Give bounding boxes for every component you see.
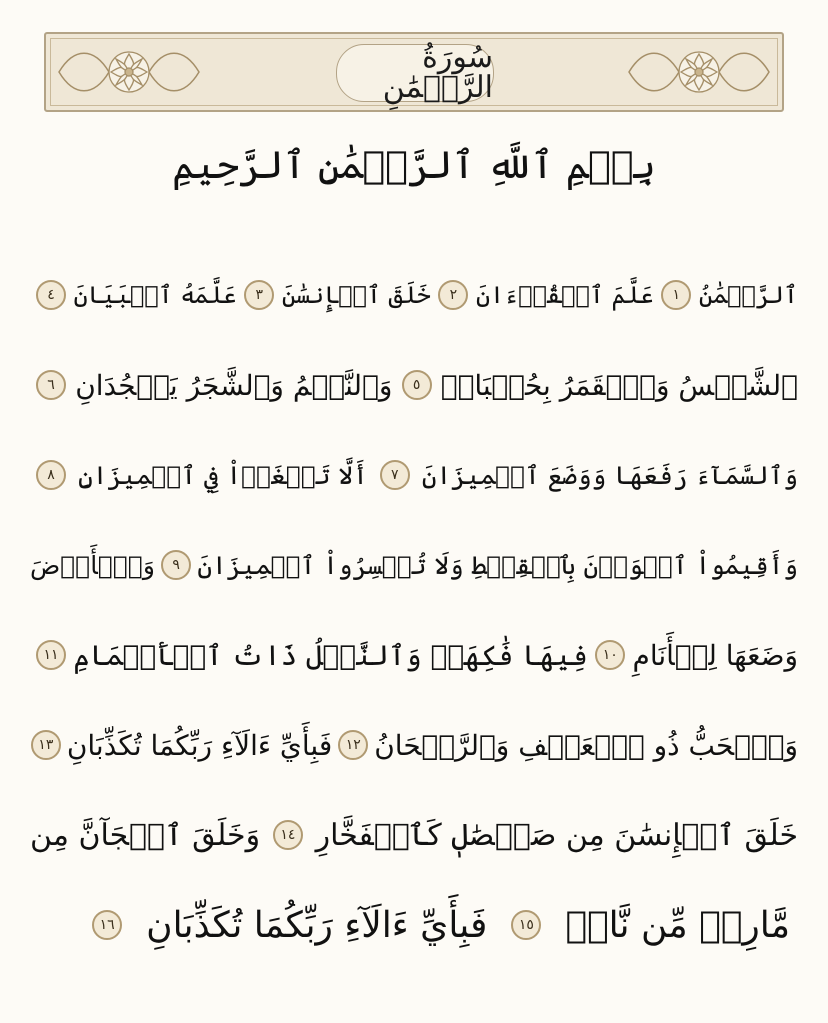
verse-text: وَضَعَهَا لِلۡأَنَامِ xyxy=(632,638,798,672)
verse-line xyxy=(30,260,798,330)
ayah-number-marker: ١٣ xyxy=(31,730,61,760)
verse-text: وَٱلۡأَرۡضَ xyxy=(30,550,155,580)
floral-ornament-icon xyxy=(624,42,774,102)
ayah-number-marker: ٩ xyxy=(161,550,191,580)
surah-title: سُورَةُ الرَّحۡمَٰنِ xyxy=(382,40,493,105)
ayah-number-marker: ١٤ xyxy=(273,820,303,850)
verse-line xyxy=(30,530,798,600)
verse-text: أَلَّا تَطۡغَوۡاْ فِي ٱلۡمِيزَانِ xyxy=(78,460,368,490)
ayah-number-marker: ٧ xyxy=(380,460,410,490)
verse-text: وَأَقِيمُواْ ٱلۡوَزۡنَ بِٱلۡقِسۡطِ وَلَا تُخۡسِرُواْ ٱلۡمِيزَانَ xyxy=(197,550,798,580)
surah-title-cartouche xyxy=(336,40,494,105)
ayah-number-marker: ٢ xyxy=(438,280,468,310)
ayah-number-marker: ٦ xyxy=(36,370,66,400)
ayah-number-marker: ١ xyxy=(661,280,691,310)
ayah-number-marker: ١٦ xyxy=(92,910,122,940)
verse-text: ٱلشَّمۡسُ وَٱلۡقَمَرُ بِحُسۡبَانٖ xyxy=(440,368,798,402)
verse-text: فَبِأَيِّ ءَالَآءِ رَبِّكُمَا تُكَذِّبَانِ xyxy=(66,728,333,762)
verse-text: ٱلرَّحۡمَٰنُ xyxy=(698,281,798,309)
verse-text: عَلَّمَ ٱلۡقُرۡءَانَ xyxy=(475,281,654,309)
verse-line xyxy=(30,710,798,780)
verse-text: وَخَلَقَ ٱلۡجَآنَّ مِن xyxy=(30,817,261,853)
ayah-number-marker: ٤ xyxy=(36,280,66,310)
basmala: بِسۡمِ ٱللَّهِ ٱلرَّحۡمَٰنِ ٱلرَّحِيمِ xyxy=(172,143,656,187)
ayah-number-marker: ٣ xyxy=(244,280,274,310)
floral-ornament-icon xyxy=(54,42,204,102)
surah-header-frame xyxy=(44,32,784,112)
verse-line xyxy=(90,890,790,960)
verse-text: فِيهَا فَٰكِهَةٞ وَٱلنَّخۡلُ ذَاتُ ٱلۡأَكۡمَامِ xyxy=(73,638,588,672)
verse-text: مَّارِجٖ مِّن نَّارٖ xyxy=(565,904,790,946)
verse-line xyxy=(30,350,798,420)
verse-line xyxy=(30,800,798,870)
verse-text: فَبِأَيِّ ءَالَآءِ رَبِّكُمَا تُكَذِّبَانِ xyxy=(146,904,488,946)
verse-text: خَلَقَ ٱلۡإِنسَٰنَ مِن صَلۡصَٰلٖ كَٱلۡفَخَّارِ xyxy=(315,817,798,853)
ayah-number-marker: ١١ xyxy=(36,640,66,670)
verse-text: عَلَّمَهُ ٱلۡبَيَانَ xyxy=(73,281,237,309)
ayah-number-marker: ١٥ xyxy=(511,910,541,940)
ayah-number-marker: ١٢ xyxy=(338,730,368,760)
verse-line xyxy=(30,440,798,510)
verse-text: وَٱلۡحَبُّ ذُو ٱلۡعَصۡفِ وَٱلرَّيۡحَانُ xyxy=(374,728,798,762)
verse-text: خَلَقَ ٱلۡإِنسَٰنَ xyxy=(281,281,431,309)
verse-line xyxy=(30,620,798,690)
ayah-number-marker: ٥ xyxy=(402,370,432,400)
verse-text: وَٱلسَّمَآءَ رَفَعَهَا وَوَضَعَ ٱلۡمِيزَانَ xyxy=(421,460,798,490)
ayah-number-marker: ٨ xyxy=(36,460,66,490)
ayah-number-marker: ١٠ xyxy=(595,640,625,670)
verse-text: وَٱلنَّجۡمُ وَٱلشَّجَرُ يَسۡجُدَانِ xyxy=(75,368,393,402)
